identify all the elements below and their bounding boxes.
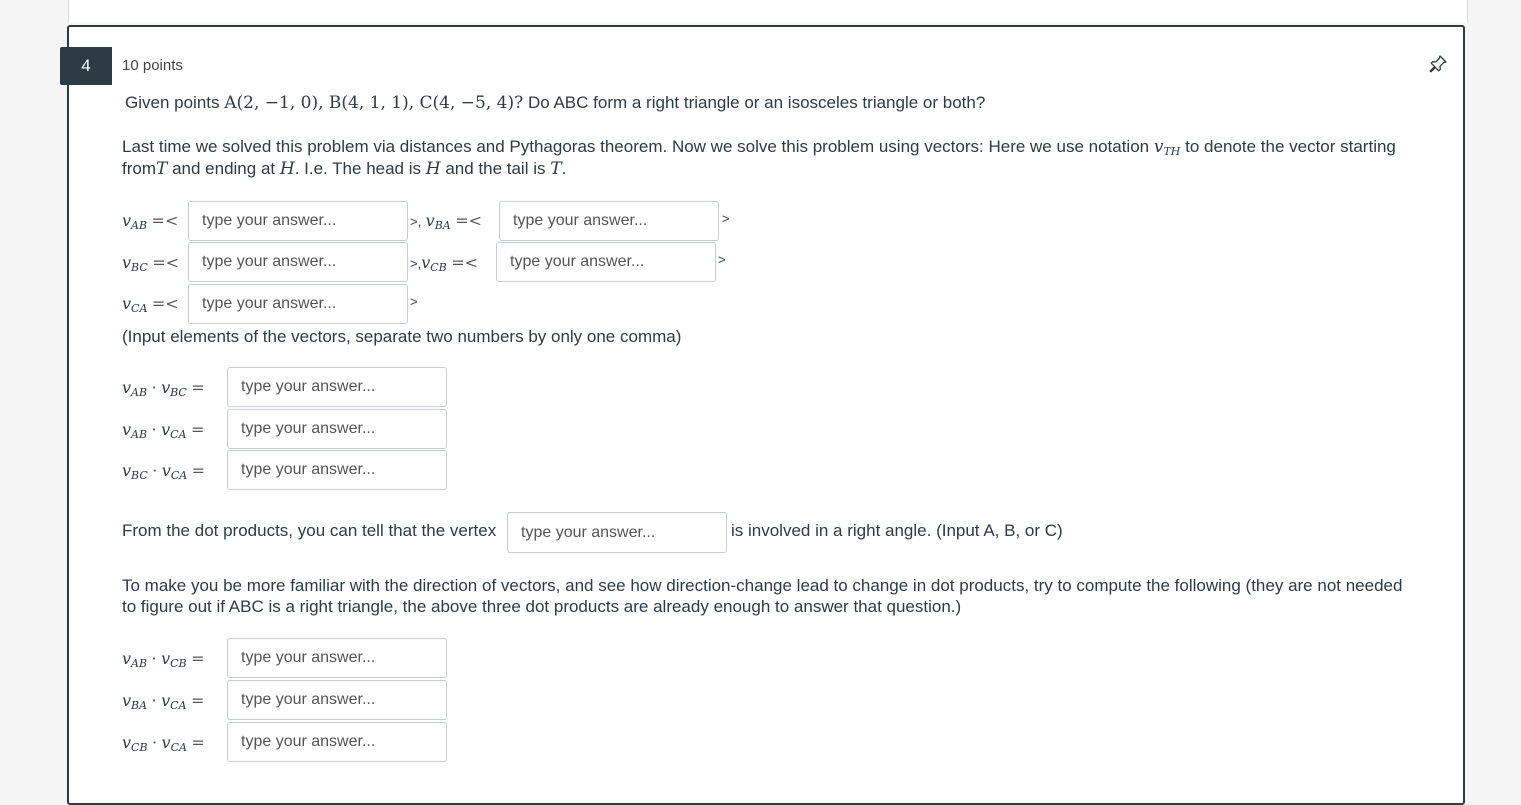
notation-line-2: fromT and ending at H. I.e. The head is H and the tail is T. [122,159,567,179]
vertex-suffix: is involved in a right angle. (Input A, B, or C) [731,521,1063,540]
extra-text-line-1: To make you be more familiar with the direction of vectors, and see how direction-change lead to change in dot products, try to compute the following (they are not needed [122,576,1403,595]
given-points-text: Given points A(2, −1, 0), B(4, 1, 1), C(4, −5, 4)? Do ABC form a right triangle or an isosceles triangle or both? [125,93,986,113]
dot-ab-bc-input[interactable] [227,367,447,407]
dot-ab-cb-label: $v_{AB} \cdot v_{CB}$ = [122,649,205,670]
vertex-prefix: From the dot products, you can tell that the vertex [122,521,497,540]
vca-label: $v_{CA}$ =< [122,294,179,315]
pin-icon[interactable] [1428,54,1448,74]
previous-question-card [68,0,1468,22]
vcb-input[interactable] [496,242,716,282]
vertex-input[interactable] [507,512,727,553]
dot-ba-ca-input[interactable] [227,680,447,720]
dot-bc-ca-input[interactable] [227,450,447,490]
vbc-label: $v_{BC}$ =< [122,253,180,274]
vba-close: > [722,211,730,226]
dot-bc-ca-label: $v_{BC} \cdot v_{CA}$ = [122,461,206,482]
dot-ab-bc-label: $v_{AB} \cdot v_{BC}$ = [122,378,205,399]
vba-input[interactable] [499,201,719,241]
given-points-math: A(2, −1, 0), B(4, 1, 1), C(4, −5, 4)? [224,93,524,113]
vba-label: >, $v_{BA}$ =< [410,211,483,232]
vcb-close: > [718,252,726,267]
vcb-label: $>,v_{CB}$ =< [410,253,479,274]
dot-ba-ca-label: $v_{BA} \cdot v_{CA}$ = [122,691,205,712]
vector-input-note: (Input elements of the vectors, separate two numbers by only one comma) [122,327,682,346]
notation-line-1: Last time we solved this problem via distances and Pythagoras theorem. Now we solve this problem using vectors: Here we use notation $v_{TH}$ to denote the vector starting [122,137,1396,158]
dot-cb-ca-label: $v_{CB} \cdot v_{CA}$ = [122,733,205,754]
vca-close: > [410,294,418,309]
extra-text-line-2: to figure out if ABC is a right triangle, the above three dot products are already enough to answer that question.) [122,597,962,616]
vbc-input[interactable] [188,242,408,282]
dot-ab-cb-input[interactable] [227,638,447,678]
question-number: 4 [60,47,112,85]
vca-input[interactable] [188,284,408,324]
dot-ab-ca-input[interactable] [227,409,447,449]
vab-label: $v_{AB}$ =< [122,211,179,232]
dot-cb-ca-input[interactable] [227,722,447,762]
question-points: 10 points [122,57,183,74]
dot-ab-ca-label: $v_{AB} \cdot v_{CA}$ = [122,420,205,441]
vab-input[interactable] [188,201,408,241]
